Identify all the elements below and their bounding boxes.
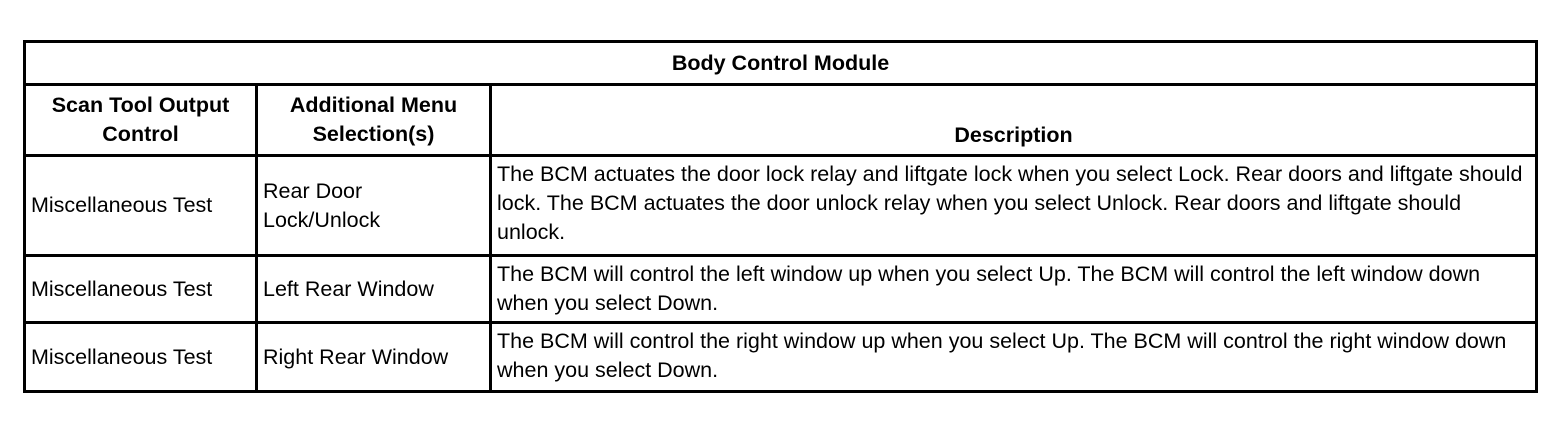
table-row: [25, 156, 1537, 256]
table-header-row: [25, 85, 1537, 156]
cell-selection: Right Rear Window: [257, 323, 491, 392]
cell-description: The BCM will control the left window up when you select Up. The BCM will control the left window down when you select Down.: [491, 256, 1537, 323]
header-scan-tool-output-control: Scan Tool Output Control: [25, 85, 257, 156]
cell-description: The BCM will control the right window up when you select Up. The BCM will control the right window down when you select Down.: [491, 323, 1537, 392]
table-row: [25, 256, 1537, 323]
cell-control: Miscellaneous Test: [25, 156, 257, 256]
header-description: Description: [491, 85, 1537, 156]
table-title: Body Control Module: [25, 42, 1537, 85]
cell-control: Miscellaneous Test: [25, 323, 257, 392]
header-additional-menu-selections: Additional Menu Selection(s): [257, 85, 491, 156]
table-row: [25, 323, 1537, 392]
cell-selection: Rear Door Lock/Unlock: [257, 156, 491, 256]
cell-description: The BCM actuates the door lock relay and liftgate lock when you select Lock. Rear doors and liftgate should lock. The BCM actuates the door unlock relay when you select Unlock. Rear doors and liftgate should unlock.: [491, 156, 1537, 256]
table-title-row: [25, 42, 1537, 85]
body-control-module-table: [23, 40, 1538, 393]
cell-control: Miscellaneous Test: [25, 256, 257, 323]
cell-selection: Left Rear Window: [257, 256, 491, 323]
